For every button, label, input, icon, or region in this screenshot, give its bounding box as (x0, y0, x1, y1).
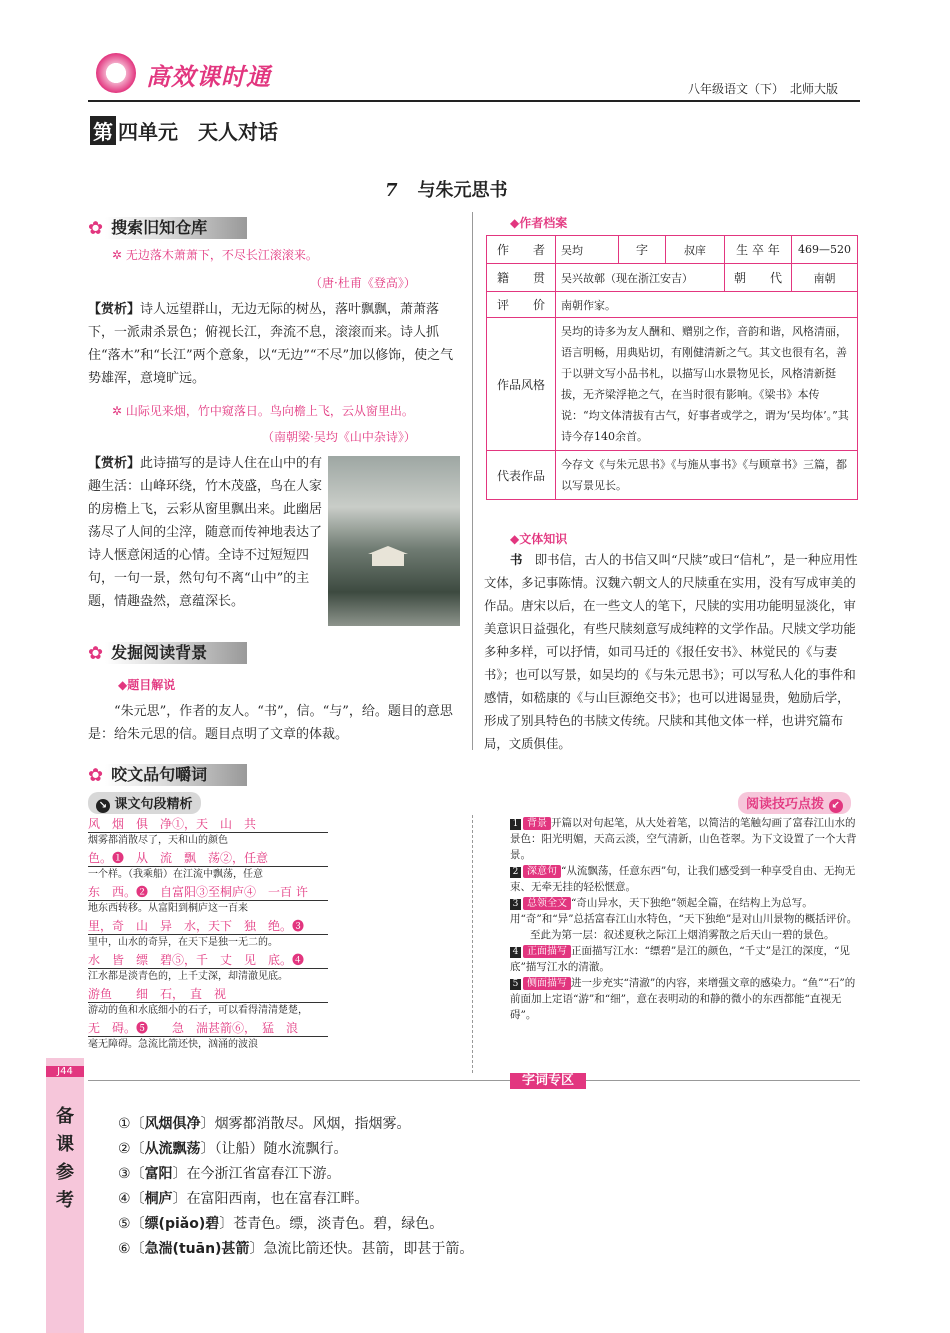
pavilion-shape (368, 546, 408, 566)
text-line-original: 游鱼 细 石， 直 视 (88, 986, 328, 1003)
genre-head: ◆文体知识 (510, 532, 568, 546)
tip-text: 进一步充实“清澈”的内容，来增强文章的感染力。“鱼”“石”的前面加上定语“游”和“细”，意在表明动的和静的微小的东西都能“直视无碍”。 (510, 977, 856, 1021)
note-number: ② (118, 1141, 131, 1157)
text-line-original: 东 西。❷ 自富阳③至桐庐④ 一百 许 (88, 884, 328, 901)
text-line-original: 无 碍。❺ 急 湍甚箭⑥， 猛 浪 (88, 1020, 328, 1037)
genre-text: 书 即书信，古人的书信又叫“尺牍”或曰“信札”，是一种应用性文体，多记事陈情。汉魏六朝文人的尺牍重在实用，没有写成审美的作品。唐宋以后，在一些文人的笔下，尺牍的实用功能明显淡化，审美意识日益强化，有些尺牍刻意写成纯粹的文学作品。尺牍文学功能多种多样，可以抒情，如司马迁的《报任安书》、林觉民的《与妻书》；也可以写景，如吴均的《与朱元思书》；可以写私人化的事件和感情，如嵇康的《与山巨源绝交书》；也可以进谒显贵，勉励后学，形成了别具特色的书牍文传统。尺牍和其他文体一样，也讲究篇布局，文质俱佳。 (484, 552, 858, 751)
tips-label: 阅读技巧点拨 ↙ (738, 792, 851, 814)
tip-number: 5 (510, 979, 521, 990)
text-line (88, 884, 328, 916)
tip-text: 正面描写江水：“缥碧”是江的颜色，“千丈”是江的深度，“见底”描写江水的清澈。 (510, 945, 850, 973)
note-term: 富阳 (144, 1166, 173, 1182)
text-lines (88, 816, 328, 1054)
notes-list (118, 1112, 818, 1262)
text-line (88, 816, 328, 848)
tip-text: 开篇以对句起笔，从大处着笔，以简洁的笔触勾画了富春江山水的景色：阳光明媚，天高云淡，空气清新，山色苍翠。为下文设置了一个大背景。 (510, 817, 857, 861)
text-line-gloss: 地东西转移。从富阳到桐庐这一百来 (88, 903, 248, 914)
unit-title: 第 四单元 天人对话 (90, 116, 278, 145)
arrow-icon: ↙ (829, 799, 843, 813)
note-text: （让船）随水流飘行。 (214, 1141, 348, 1157)
brand-title: 高效课时通 (146, 63, 271, 91)
author-table: 作 者 吴均 字 叔庠 生 卒 年 469—520 籍 贯 吴兴故鄣（现在浙江安吉） 朝 代 南朝 评 价 南朝作家。 作品风格 吴均的诗多为友人酬和、赠别之作，音韵和谐，风格清丽，语言明畅，用典贴切，有刚健清新之气。其文也很有名，善于以骈文写小品书札，以描写山水景物见长，风格清新挺拔，无齐梁浮艳之气，在当时很有影响。《梁书》本传说：“均文体清拔有古气，好事者或学之，谓为‘吴均体’。”其诗今存140余首。 代表作品 今存文《与朱元思书》《与施从事书》《与顾章书》三篇，都以写景见长。 (486, 235, 858, 500)
vocab-bar (88, 1080, 860, 1081)
note-term: 缥(piǎo)碧 (144, 1216, 220, 1232)
note-number: ④ (118, 1191, 131, 1207)
section-search: ✿ 搜索旧知仓库 (88, 215, 247, 241)
vocab-label: 字词专区 (510, 1073, 586, 1089)
tip-tag: 背景 (523, 817, 551, 830)
page-number: J44 (46, 1066, 84, 1077)
tip-tag: 正面描写 (523, 945, 571, 958)
tip-tag: 深意句 (523, 865, 561, 878)
author-head: ◆作者档案 (510, 216, 568, 230)
arrow-icon: ↘ (96, 799, 110, 813)
text-line (88, 986, 328, 1018)
landscape-painting (328, 456, 460, 626)
note-number: ⑤ (118, 1216, 131, 1232)
side-char: 课 (56, 1134, 74, 1155)
text-line-original: 风 烟 俱 净①，天 山 共 (88, 816, 328, 833)
title-explain-head: ◆题目解说 (118, 678, 176, 692)
tip-text: “从流飘荡，任意东西”句，让我们感受到一种享受自由、无拘无束、无牵无挂的轻松惬意。 (510, 865, 856, 893)
note-text: 在今浙江省富春江下游。 (186, 1166, 341, 1182)
note-text: 烟雾都消散尽。风烟，指烟雾。 (214, 1116, 411, 1132)
tips-list (510, 815, 860, 1023)
tip-number: 2 (510, 867, 521, 878)
text-label: ↘ 课文句段精析 (88, 792, 201, 814)
poem-2-source: （南朝梁·吴均《山中杂诗》） (262, 430, 416, 444)
tip-item (510, 863, 860, 895)
tip-item (510, 895, 860, 927)
note-term: 从流飘荡 (144, 1141, 201, 1157)
text-line-gloss: 游动的鱼和水底细小的石子，可以看得清清楚楚， (88, 1005, 308, 1016)
text-line (88, 952, 328, 984)
note-item: ③〔富阳〕在今浙江省富春江下游。 (118, 1166, 341, 1182)
tip-item (510, 975, 860, 1023)
text-line-gloss: 毫无障碍。急流比箭还快，汹涌的波浪 (88, 1039, 258, 1050)
side-strip (46, 1058, 84, 1333)
note-text: 在富阳西南，也在富春江畔。 (186, 1191, 369, 1207)
tip-item (510, 943, 860, 975)
tip-text: 至此为第一层：叙述夏秋之际江上烟消雾散之后天山一碧的景色。 (530, 929, 835, 941)
note-item: ②〔从流飘荡〕（让船）随水流飘行。 (118, 1141, 348, 1157)
tip-item (510, 815, 860, 863)
side-char: 备 (56, 1106, 74, 1127)
side-text (46, 1103, 84, 1215)
text-divider (472, 815, 473, 1073)
poem-1-source: （唐·杜甫《登高》） (310, 276, 416, 290)
tip-number: 3 (510, 899, 521, 910)
header-rule (88, 100, 860, 102)
side-char: 参 (56, 1162, 74, 1183)
text-line-gloss: 里中，山水的奇异，在天下是独一无二的。 (88, 937, 278, 948)
note-text: 急流比箭还快。甚箭，即甚于箭。 (263, 1241, 474, 1257)
note-item: ④〔桐庐〕在富阳西南，也在富春江畔。 (118, 1191, 369, 1207)
text-line-gloss: 江水都是淡青色的，上千丈深，却清澈见底。 (88, 971, 288, 982)
text-line (88, 850, 328, 882)
tip-item (510, 927, 860, 943)
text-line-gloss: 烟雾都消散尽了，天和山的颜色 (88, 835, 228, 846)
note-text: 苍青色。缥，淡青色。碧，绿色。 (233, 1216, 444, 1232)
note-number: ③ (118, 1166, 131, 1182)
text-line (88, 918, 328, 950)
tip-number: 1 (510, 819, 521, 830)
note-item: ①〔风烟俱净〕烟雾都消散尽。风烟，指烟雾。 (118, 1116, 411, 1132)
note-term: 风烟俱净 (144, 1116, 201, 1132)
analysis-2: 【赏析】此诗描写的是诗人住在山中的有趣生活：山峰环绕，竹木茂盛，鸟在人家的房檐上飞，云彩从窗里飘出来。此幽居荡尽了人间的尘滓，随意而传神地表达了诗人惬意闲适的心情。全诗不过短短四句，一句一景，然句句不离“山中”的主题，情趣盎然，意蕴深长。 (88, 456, 323, 609)
column-divider (472, 212, 473, 750)
tip-tag: 侧面描写 (523, 977, 571, 990)
unit-badge: 第 (90, 116, 116, 145)
clock-icon (96, 53, 136, 93)
lesson-title: 7 与朱元思书 (385, 180, 508, 201)
text-line-original: 水 皆 缥 碧⑤，千 丈 见 底。❹ (88, 952, 328, 969)
note-item: ⑥〔急湍(tuān)甚箭〕急流比箭还快。甚箭，即甚于箭。 (118, 1241, 474, 1257)
brand-logo (90, 45, 350, 100)
note-term: 急湍(tuān)甚箭 (144, 1241, 250, 1257)
flower-icon: ✿ (88, 764, 104, 786)
note-number: ① (118, 1116, 131, 1132)
text-line-original: 里，奇 山 异 水，天下 独 绝。❸ (88, 918, 328, 935)
title-explain: “朱元思”，作者的友人。“书”，信。“与”，给。题目的意思是：给朱元思的信。题目点明了文章的体裁。 (88, 704, 453, 742)
section-words: ✿ 咬文品句嚼词 (88, 762, 247, 788)
side-char: 考 (56, 1190, 74, 1211)
note-item: ⑤〔缥(piǎo)碧〕苍青色。缥，淡青色。碧，绿色。 (118, 1216, 444, 1232)
section-background: ✿ 发掘阅读背景 (88, 640, 247, 666)
tip-number: 4 (510, 947, 521, 958)
text-line-gloss: 一个样。（我乘船）在江流中飘荡，任意 (88, 869, 263, 880)
analysis-1: 【赏析】诗人远望群山，无边无际的树丛，落叶飘飘，萧萧落下，一派肃杀景色；俯视长江，奔流不息，滚滚而来。诗人抓住“落木”和“长江”两个意象，以“无边”“不尽”加以修饰，使之气势雄浑，意境旷远。 (88, 302, 454, 386)
tip-text: “奇山异水，天下独绝”领起全篇，在结构上为总写。用“奇”和“异”总括富春江山水特色，“天下独绝”是对山川景物的概括评价。 (510, 897, 858, 925)
poem-1: ✲ 无边落木萧萧下，不尽长江滚滚来。 (112, 248, 318, 262)
flower-icon: ✿ (88, 217, 104, 239)
flower-icon: ✿ (88, 642, 104, 664)
header-grade: 八年级语文（下） 北师大版 (688, 82, 839, 96)
text-line (88, 1020, 328, 1052)
poem-2: ✲ 山际见来烟，竹中窥落日。鸟向檐上飞，云从窗里出。 (112, 404, 414, 418)
note-term: 桐庐 (144, 1191, 173, 1207)
note-number: ⑥ (118, 1241, 131, 1257)
tip-tag: 总领全文 (523, 897, 571, 910)
text-line-original: 色。❶ 从 流 飘 荡②，任意 (88, 850, 328, 867)
